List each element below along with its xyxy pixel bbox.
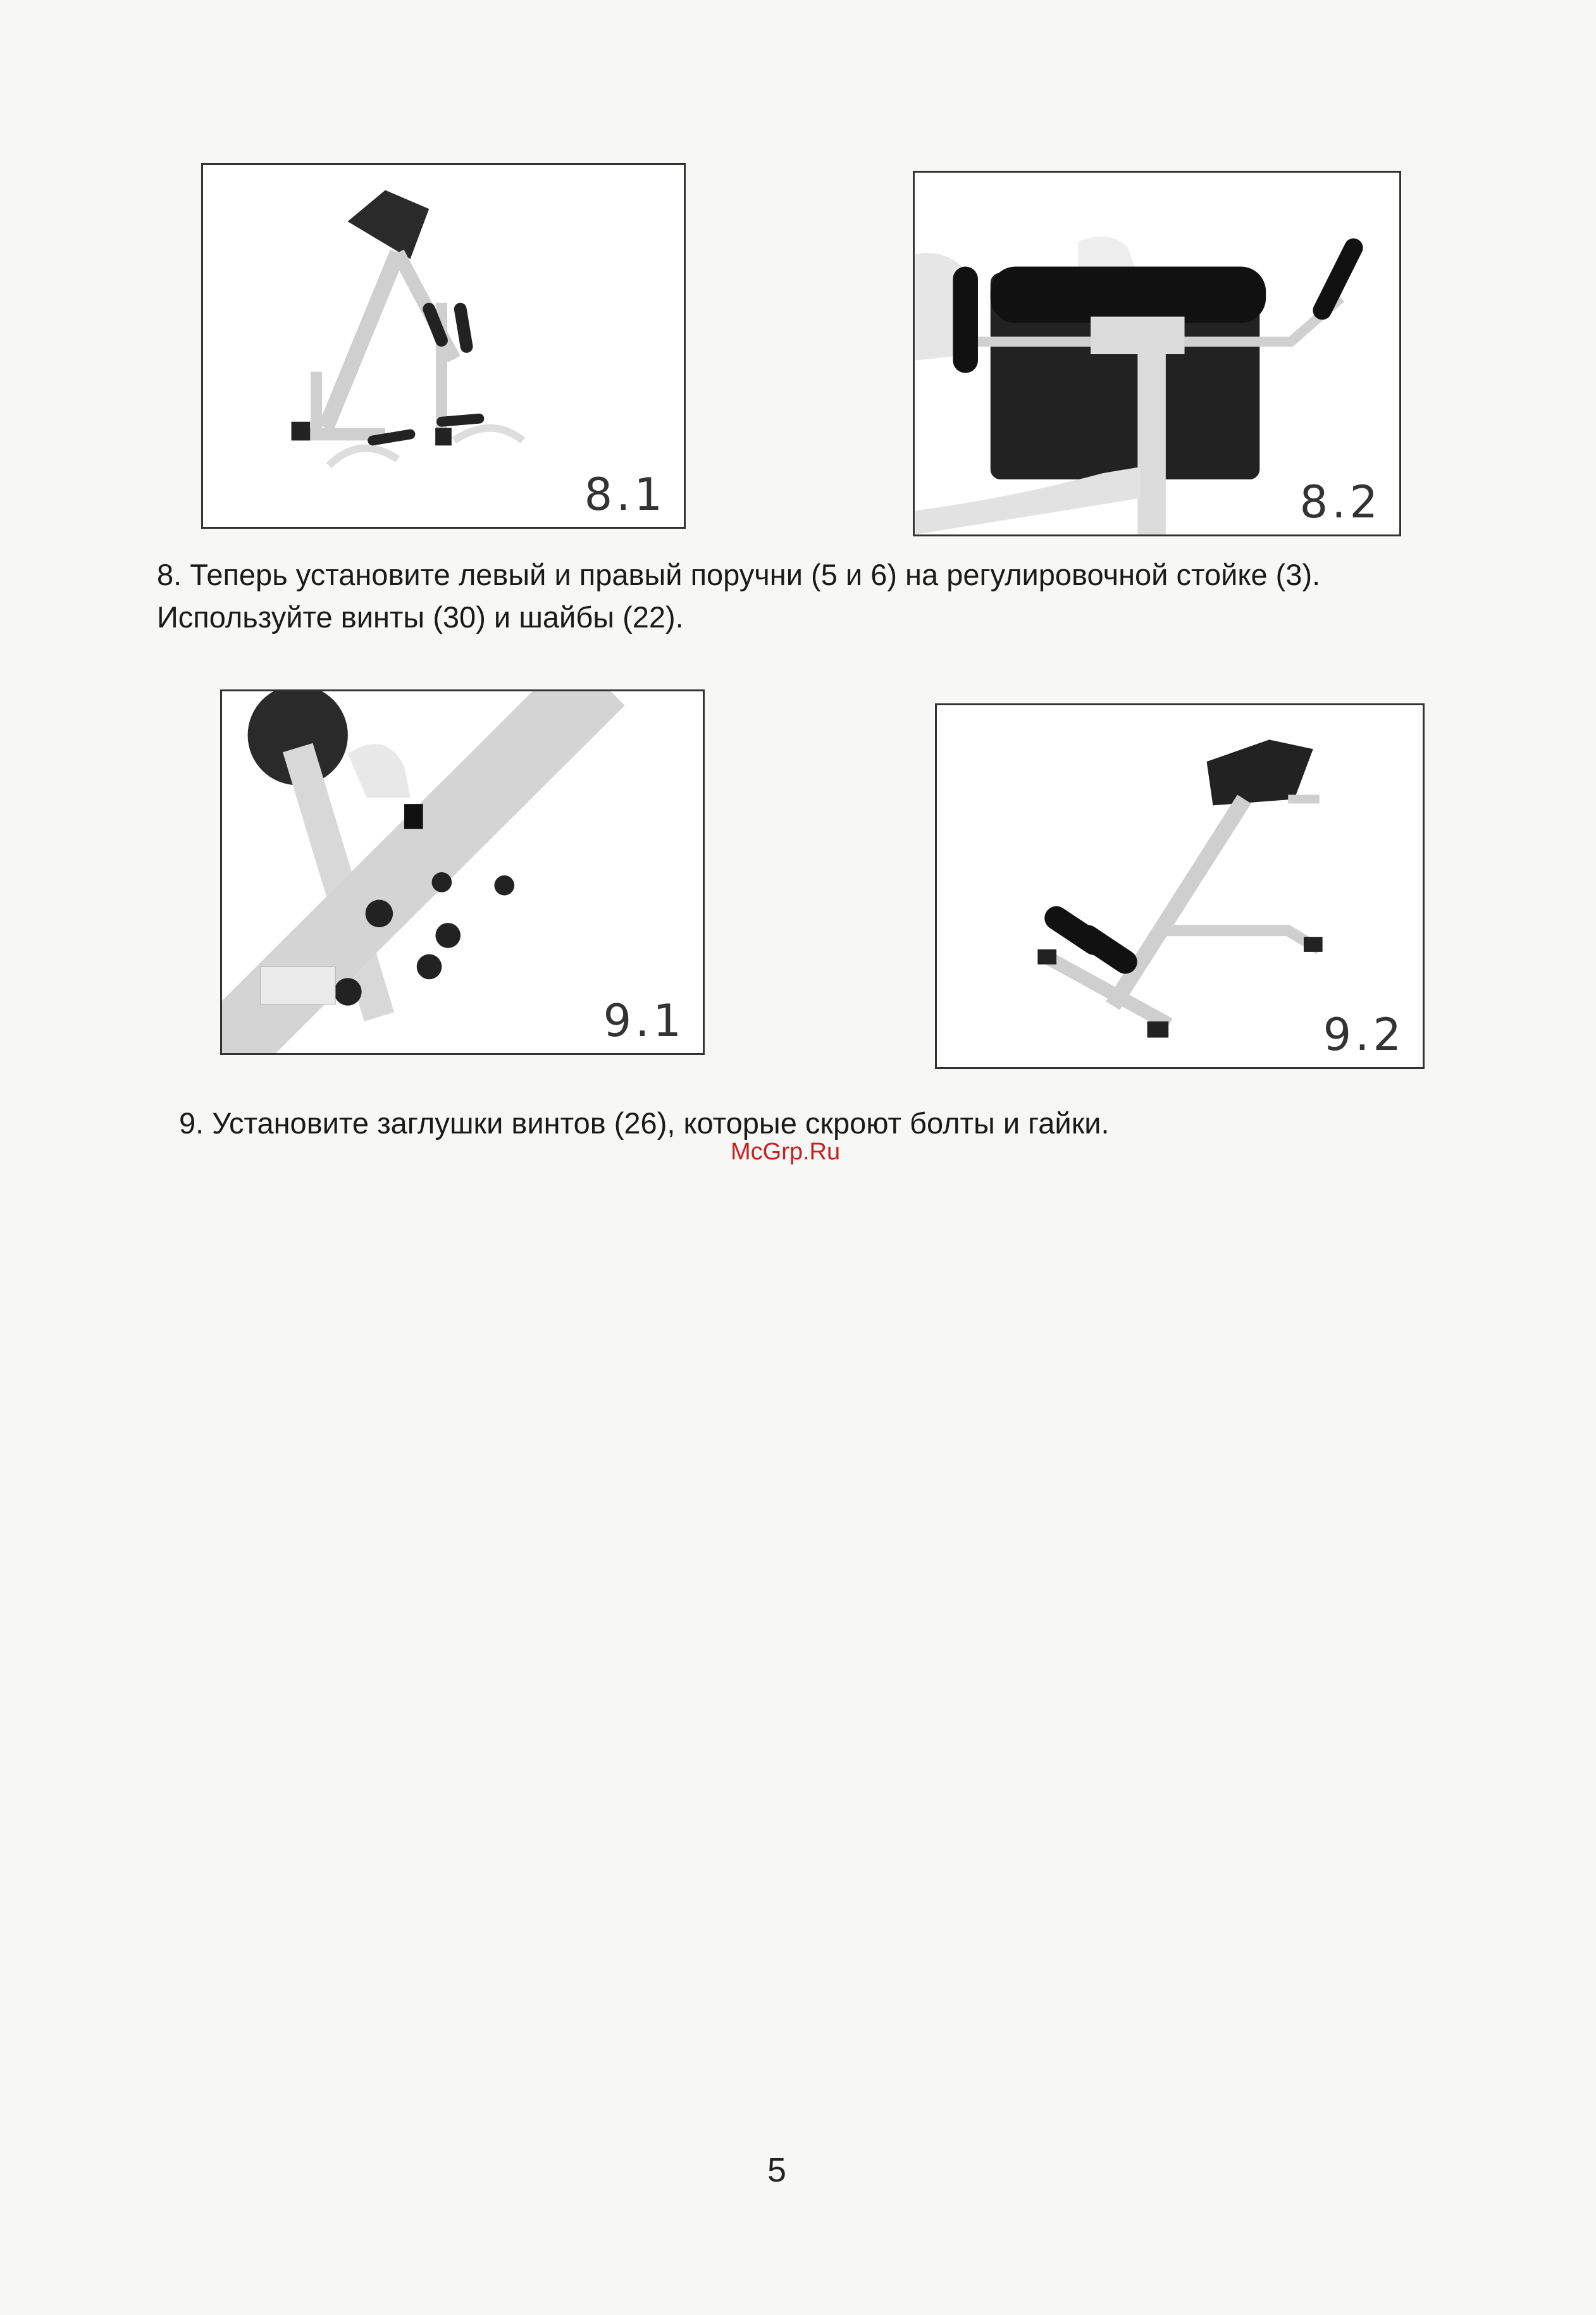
step-9-line-1: 9. Установите заглушки винтов (26), которые скроют болты и гайки. — [179, 1106, 1110, 1140]
watermark: McGrp.Ru — [731, 1139, 841, 1165]
figure-label: 8.1 — [584, 469, 666, 521]
figure-8-2 — [913, 171, 1401, 536]
figure-label: 8.2 — [1299, 476, 1382, 528]
figure-9-1 — [220, 689, 705, 1055]
step-8-line-1: 8. Теперь установите левый и правый поручни (5 и 6) на регулировочной стойке (3). — [157, 558, 1321, 591]
figure-8-1 — [201, 163, 686, 529]
figure-9-2 — [935, 703, 1425, 1069]
figure-label: 9.2 — [1323, 1009, 1405, 1061]
figure-label: 9.1 — [603, 995, 685, 1047]
step-8-line-2: Используйте винты (30) и шайбы (22). — [157, 600, 684, 634]
page-number: 5 — [767, 2151, 787, 2189]
